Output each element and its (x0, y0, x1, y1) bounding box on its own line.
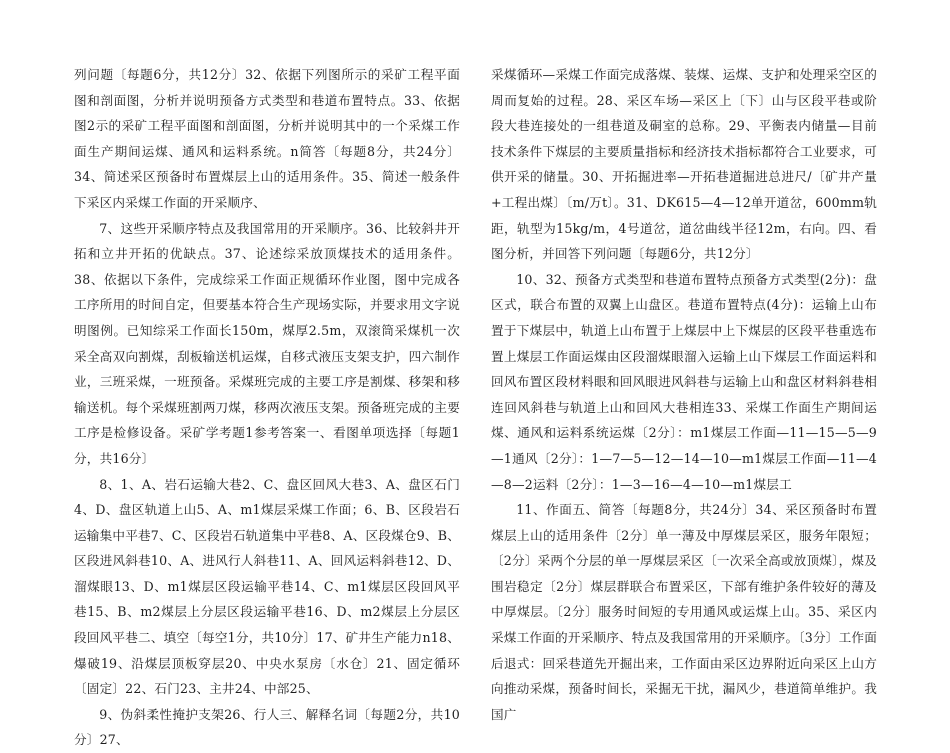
paragraph: 11、作面五、简答〔每题8分，共24分〕34、采区预备时布置煤层上山的适用条件〔2分〕单一薄及中厚煤层采区，服务年限短；〔2分〕采两个分层的单一厚煤层采区〔一次采全高或放顶煤〕，煤及围岩稳定〔2分〕煤层群联合布置采区，下部有维护条件较好的薄及中厚煤层。〔2分〕服务时间短的专用通风或运煤上山。35、采区内采煤工作面的开采顺序、特点及我国常用的开采顺序。〔3分〕工作面后退式：回采巷道先开掘出来，工作面由采区边界附近向采区上山方向推动采煤，预备时间长，采掘无干扰，漏风少，巷道简单维护。我国广 (491, 502, 877, 722)
paragraph: 10、32、预备方式类型和巷道布置特点预备方式类型(2分)：盘区式，联合布置的双翼上山盘区。巷道布置特点(4分)：运输上山布置于下煤层中，轨道上山布置于上煤层中上下煤层的区段平巷重选布置上煤层工作面运煤由区段溜煤眼溜入运输上山下煤层工作面运料和回风布置区段材料眼和回风眼进风斜巷与运输上山和盘区材料斜巷相连回风斜巷与轨道上山和回风大巷相连33、采煤工作面生产期间运煤、通风和运料系统运煤〔2分〕：m1煤层工作面—11—15—5—9—1通风〔2分〕：1—7—5—12—14—10—m1煤层工作面—11—4—8—2运料〔2分〕：1—3—16—4—10—m1煤层工 (491, 271, 877, 492)
paragraph: 采煤循环—采煤工作面完成落煤、装煤、运煤、支护和处理采空区的周而复始的过程。28、采区车场—采区上〔下〕山与区段平巷或阶段大巷连接处的一组巷道及硐室的总称。29、平衡表内储量—目前技术条件下煤层的主要质量指标和经济技术指标都符合工业要求，可供开采的储量。30、开拓掘进率—开拓巷道掘进总进尺/〔矿井产量+工程出煤〕〔m/万t〕。31、DK615—4—12单开道岔，600mm轨距，轨型为15kg/m，4号道岔，道岔曲线半径12m，右向。四、看图分析，并回答下列问题〔每题6分，共12分〕 (491, 67, 877, 262)
left-column (74, 62, 460, 753)
paragraph: 9、伪斜柔性掩护支架26、行人三、解释名词〔每题2分，共10分〕27、 (74, 706, 460, 748)
paragraph: 列问题〔每题6分，共12分〕32、依据下列图所示的采矿工程平面图和剖面图，分析并说明预备方式类型和巷道布置特点。33、依据图2示的采矿工程平面图和剖面图，分析并说明其中的一个采煤工作面生产期间运煤、通风和运料系统。n简答〔每题8分，共24分〕34、简述采区预备时布置煤层上山的适用条件。35、简述一般条件下采区内采煤工作面的开采顺序、 (74, 67, 460, 210)
paragraph: 7、这些开采顺序特点及我国常用的开采顺序。36、比较斜井开拓和立井开拓的优缺点。37、论述综采放顶煤技术的适用条件。38、依据以下条件，完成综采工作面正规循环作业图，图中完成各工序所用的时间自定，但要基本符合生产现场实际，并要求用文字说明图例。已知综采工作面长150m，煤厚2.5m，双滚筒采煤机一次采全高双向割煤，刮板输送机运煤，自移式液压支架支护，四六制作业，三班采煤，一班预备。采煤班完成的主要工序是割煤、移架和移输送机。每个采煤班割两刀煤，移两次液压支架。预备班完成的主要工序是检修设备。采矿学考题1参考答案一、看图单项选择〔每题1分，共16分〕 (74, 220, 460, 466)
paragraph: 8、1、A、岩石运输大巷2、C、盘区回风大巷3、A、盘区石门4、D、盘区轨道上山5、A、m1煤层采煤工作面；6、B、区段岩石运输集中平巷7、C、区段岩石轨道集中平巷8、A、区段煤仓9、B、区段进风斜巷10、A、进风行人斜巷11、A、回风运料斜巷12、D、溜煤眼13、D、m1煤层区段运输平巷14、C、m1煤层区段回风平巷15、B、m2煤层上分层区段运输平巷16、D、m2煤层上分层区段回风平巷二、填空〔每空1分，共10分〕17、矿井生产能力n18、爆破19、沿煤层顶板穿层20、中央水泵房〔水仓〕21、固定循环〔固定〕22、石门23、主井24、中部25、 (74, 476, 460, 697)
right-column (491, 62, 877, 727)
